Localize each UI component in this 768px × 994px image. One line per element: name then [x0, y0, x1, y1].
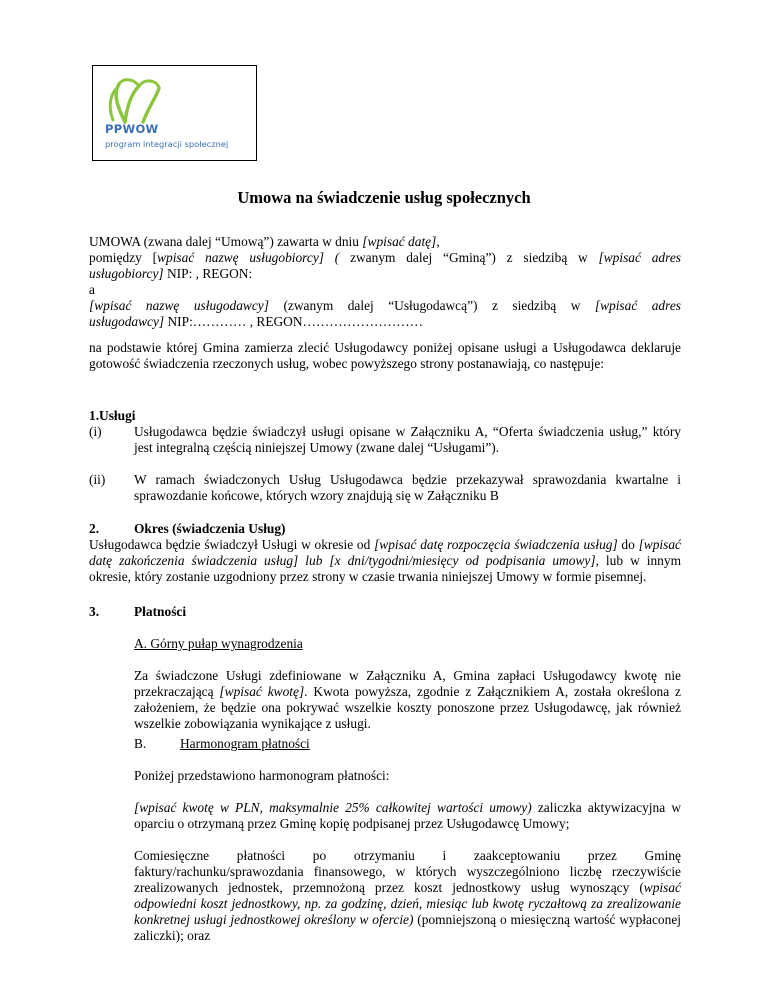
period-text: , lub w innym okresie, który zostanie uzgodniony przez strony w czasie trwania niniejszej Umowy w formie pisemnej. [89, 553, 681, 584]
provider-ids: NIP:………… , REGON……………………… [164, 314, 424, 329]
section-title: Okres (świadczenia Usług) [134, 521, 286, 536]
intro-paragraph [89, 234, 681, 330]
section-1-heading: 1.Usługi [89, 408, 136, 423]
intro-text: pomiędzy [ [89, 250, 158, 265]
provider-address-placeholder: [wpisać adres [594, 298, 682, 313]
subsection-title: A. Górny pułap wynagrodzenia [134, 636, 303, 651]
logo [92, 65, 257, 161]
subsection-a-paragraph [134, 668, 681, 732]
section-title: Płatności [134, 604, 187, 619]
client-name-placeholder: wpisać nazwę usługobiorcy] ( [157, 250, 340, 265]
advance-text: zaliczka aktywizacyjna w oparciu o otrzymaną przez Gminę kopię podpisanej przez Usługodawcę Umowy; [134, 800, 681, 831]
date-placeholder: [wpisać datę] [362, 234, 437, 249]
advance-amount-placeholder: [wpisać kwotę w PLN, maksymalnie 25% całkowitej wartości umowy) [134, 800, 532, 815]
subsection-title: Harmonogram płatności [180, 736, 310, 751]
subsection-a-heading [134, 636, 681, 652]
provider-address-placeholder-end: usługodawcy] [89, 314, 165, 329]
item-number: (i) [89, 424, 102, 439]
schedule-item-monthly [134, 848, 681, 944]
schedule-item-advance [134, 800, 681, 832]
schedule-intro: Poniżej przedstawiono harmonogram płatności: [134, 768, 390, 783]
amount-placeholder: [wpisać kwotę] [219, 684, 305, 699]
monthly-text: Comiesięczne płatności po otrzymaniu i zaakceptowaniu przez Gminę faktury/rachunku/sprawozdania finansowego, w których wyszczególniono liczbę rzeczywiście zrealizowanych jednostek, przemnożoną przez koszt jednostkowy usług wynoszący ( [134, 848, 681, 895]
period-text: Usługodawca będzie świadczył Usługi w okresie od [89, 537, 375, 552]
intro-text: zwanym dalej “Gminą”) z siedzibą w [350, 250, 599, 265]
section-number: 3. [89, 604, 100, 619]
document-title: Umowa na świadczenie usług społecznych [237, 188, 531, 207]
intro-text: (zwanym dalej “Usługodawcą”) z siedzibą w [268, 298, 595, 313]
cap-text: Za świadczone Usługi zdefiniowane w Załączniku A, Gmina zapłaci Usługodawcy kwotę nie przekraczającą [134, 668, 681, 699]
item-text: W ramach świadczonych Usług Usługodawca będzie przekazywał sprawozdania kwartalne i sprawozdanie końcowe, których wzory znajdują się w Załączniku B [134, 472, 681, 503]
intro-conjunction: a [89, 282, 95, 297]
cap-text: . Kwota powyższa, zgodnie z Załącznikiem A, została określona z założeniem, że będzie ona pokrywać wszelkie koszty ponoszone przez Usługodawcę, jak również wszelkie zobowiązania wynikające z usługi. [134, 684, 682, 731]
subsection-b-heading [134, 736, 681, 752]
item-text: Usługodawca będzie świadczył usługi opisane w Załączniku A, “Oferta świadczenia usług,” który jest integralną częścią niniejszej Umowy (zwane dalej “Usługami”). [134, 424, 681, 455]
client-address-placeholder: [wpisać adres [598, 250, 681, 265]
provider-name-placeholder: [wpisać nazwę usługodawcy] [89, 298, 269, 313]
section-2-paragraph [89, 537, 681, 585]
logo-palm-icon [103, 76, 173, 124]
section-number: 2. [89, 521, 100, 536]
start-date-placeholder: [wpisać datę rozpoczęcia świadczenia usług] [374, 537, 618, 552]
client-address-placeholder-end: usługobiorcy] [89, 266, 164, 281]
subsection-number: B. [134, 736, 147, 751]
item-number: (ii) [89, 472, 106, 487]
intro-text: , [436, 234, 440, 249]
end-date-placeholder: [wpisać datę zakończenia świadczenia usług] lub [x dni/tygodni/miesięcy od podpisania umowy] [89, 537, 681, 568]
intro-text: UMOWA (zwana dalej “Umową”) zawarta w dniu [89, 234, 363, 249]
logo-name: PPWOW [105, 122, 159, 136]
client-ids: NIP: , REGON: [163, 266, 253, 281]
logo-subtitle: program integracji społecznej [105, 139, 229, 149]
purpose-paragraph: na podstawie której Gmina zamierza zlecić Usługodawcy poniżej opisane usługi a Usługodawca deklaruje gotowość świadczenia rzeczonych usług, wobec powyższego strony postanawiają, co następuje: [89, 340, 681, 371]
period-text: do [617, 537, 639, 552]
unit-cost-placeholder: wpisać odpowiedni koszt jednostkowy, np. za godzinę, dzień, miesiąc lub kwotę ryczałtową za zrealizowanie konkretnej usługi jednostkowej określony w ofercie) [134, 880, 681, 927]
monthly-text: (pomniejszoną o miesięczną wartość wypłaconej zaliczki); oraz [134, 912, 681, 943]
